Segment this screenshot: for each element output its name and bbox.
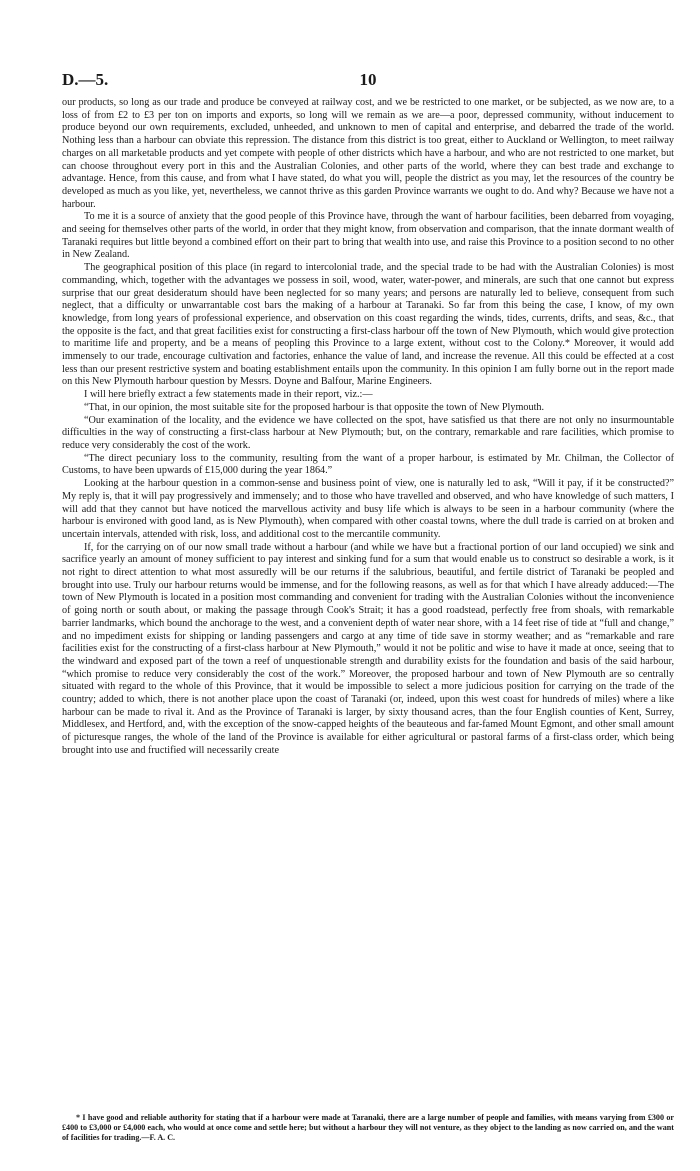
- paragraph: I will here briefly extract a few statements made in their report, viz.:—: [84, 389, 373, 401]
- paragraph: To me it is a source of anxiety that the good people of this Province have, through the want of harbour facilities, been debarred from voyaging, and seeing for themselves other parts of the world, in order that they might know, from observation and comparison, that the innate dormant wealth of Taranaki requires but little beyond a combined effort on their part to bring that wealth into use, and raise this Province to a position second to no other in New Zealand.: [62, 211, 674, 261]
- page-header: [62, 70, 674, 92]
- document-reference: D.—5.: [62, 70, 109, 89]
- paragraph: our products, so long as our trade and produce be conveyed at railway cost, and we be restricted to one market, or be subjected, as we now are, to a loss of from £2 to £3 per ton on imports and exports, so long will we remain as we are—a poor, depressed community, without inducement to produce beyond our own requirements, excluded, unheeded, and unknown to men of capital and enterprise, and debarred the trade of the world. Nothing less than a harbour can obviate this repression. The distance from this district is too great, either to Auckland or Wellington, to meet railway charges on all marketable products and yet compete with people of other districts which have a harbour, and who are not restricted to one market, but can choose throughout every port in this and the Australian Colonies, and other parts of the world, where they can best trade and exchange to advantage. Hence, from this cause, and from what I have stated, do what you will, people the district as you may, let the resources of the country be developed as much as you like, yet, nevertheless, we cannot thrive as this garden Province warrants we ought to do. And why? Because we have not a harbour.: [62, 97, 674, 210]
- body-text: [62, 97, 674, 758]
- paragraph: Looking at the harbour question in a common-sense and business point of view, one is naturally led to ask, “Will it pay, if it be constructed?” My reply is, that it will pay progressively and immensely; and to those who have travelled and observed, and who have knowledge of such matters, I will add that they cannot but have noticed the marvellous activity and busy life which is always to be seen in a harbour community (where the harbour is environed with good land, as is New Plymouth), when compared with other coastal towns, where the dull trade is carried on at broken and uncertain intervals, attended with risk, loss, and additional cost to the mercantile community.: [62, 478, 674, 540]
- page-number: 10: [359, 70, 377, 89]
- paragraph: If, for the carrying on of our now small trade without a harbour (and while we have but a fractional portion of our land occupied) we sink and sacrifice yearly an amount of money sufficient to pay interest and sinking fund for a sum that would enable us to construct so desirable a work, is it not right to direct attention to what most assuredly will be our returns if the salubrious, beautiful, and fertile district of Taranaki be peopled and brought into use. Truly our harbour returns would be immense, and for the following reasons, as well as for that which I have already adduced:—The town of New Plymouth is located in a position most commanding and convenient for trading with the Australian Colonies without the inconvenience of going north or south about, or making the passage through Cook's Strait; it has a good roadstead, perfectly free from shoals, with remarkable barrier landmarks, which bound the anchorage to the west, and a convenient depth of water near shore, with a 14 feet rise of tide at “full and change,” and no impediment exists for shipping or landing passengers and cargo at any time of tide save in stormy weather; and as “remarkable and rare facilities exist for the constructing of a first-class harbour at New Plymouth,” would it not be politic and wise to have it made at once, seeing that to the windward and exposed part of the town a reef of unquestionable strength and durability exists for the foundation and basis of the said harbour, “which promise to reduce very considerably the cost of the work.” Moreover, the proposed harbour and town of New Plymouth are so centrally situated with regard to the whole of this Province, that it would be impossible to select a more judicious position for carrying on the trade of the country; added to which, there is not another place upon the coast of Taranaki (or, indeed, upon this west coast for hundreds of miles) where a like harbour can be made to rival it. And as the Province of Taranaki is larger, by sixty thousand acres, than the four English counties of Kent, Surrey, Middlesex, and Hertford, and, with the exception of the snow-capped heights of the beauteous and far-famed Mount Egmont, and other small amount of picturesque ranges, the whole of the land of the Province is available for either agricultural or pastoral farms of a first-class order, which being brought into use and fructified will necessarily create: [62, 541, 674, 756]
- paragraph: The geographical position of this place (in regard to intercolonial trade, and the special trade to be had with the Australian Colonies) is most commanding, which, together with the advantages we possess in soil, wood, water, water-power, and minerals, are such that one cannot but express surprise that our great desideratum should have been neglected for so many years; and persons are naturally led to believe, consequent from such neglect, that a difficulty or unwarrantable cost bars the making of a harbour at Taranaki. So far from this being the case, I know, of my own knowledge, from long years of professional experience, and observation on this coast regarding the winds, tides, currents, drifts, and seas, &c., that the opposite is the fact, and that great facilities exist for constructing a first-class harbour off the town of New Plymouth, which would give protection to maritime life and property, and be a means of peopling this Province to a large extent, without cost to the Colony.* Moreover, it would add immensely to our trade, encourage cultivation and factories, enhance the value of land, and increase the revenue. All this could be effected at a cost less than our present restrictive system and boating establishment entails upon the community. In this opinion I am fully borne out in the report made on this New Plymouth harbour question by Messrs. Doyne and Balfour, Marine Engineers.: [62, 262, 674, 388]
- quoted-paragraph: “That, in our opinion, the most suitable site for the proposed harbour is that opposite the town of New Plymouth.: [84, 401, 545, 413]
- footnote: [62, 1113, 674, 1143]
- footnote-text: * I have good and reliable authority for stating that if a harbour were made at Taranaki, there are a large number of people and families, with means varying from £300 or £400 to £3,000 or £4,000 each, who would at once come and settle here; but without a harbour they will not venture, as they object to the landing as now carried on, and the want of facilities for trading.—F. A. C.: [62, 1113, 674, 1142]
- quoted-paragraph: “Our examination of the locality, and the evidence we have collected on the spot, have satisfied us that there are not only no insurmountable difficulties in the way of constructing a first-class harbour at New Plymouth; but, on the contrary, remarkable and rare facilities, which promise to reduce very considerably the cost of the work.: [62, 414, 674, 451]
- quoted-paragraph: “The direct pecuniary loss to the community, resulting from the want of a proper harbour, is estimated by Mr. Chilman, the Collector of Customs, to have been upwards of £15,000 during the year 1864.”: [62, 452, 674, 477]
